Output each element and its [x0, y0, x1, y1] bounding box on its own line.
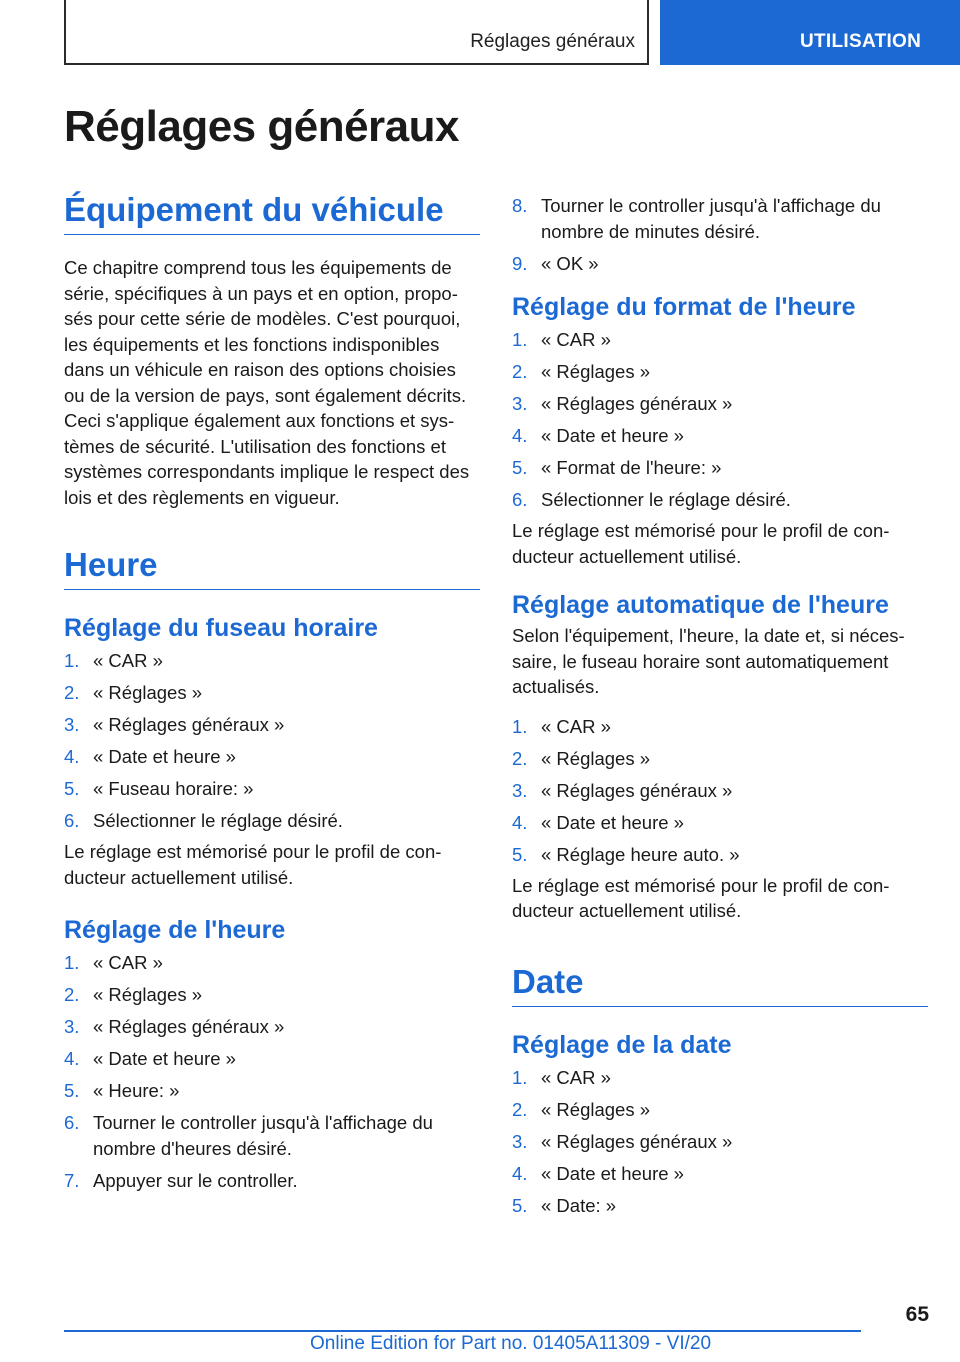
step-item	[512, 842, 928, 868]
step-number: 3.	[512, 779, 528, 801]
step-number: 5.	[64, 1080, 80, 1101]
section-heading-heure: Heure	[64, 545, 480, 590]
step-text: « Réglages »	[541, 361, 651, 382]
step-text: « Date et heure »	[93, 1048, 236, 1069]
step-item	[512, 778, 928, 804]
step-text: « Format de l'heure: »	[541, 457, 722, 478]
step-number: 1.	[512, 1066, 528, 1088]
step-number: 2.	[64, 984, 80, 1005]
step-text: « Réglages »	[93, 984, 203, 1005]
step-item	[512, 1161, 928, 1187]
step-item	[512, 714, 928, 740]
step-item	[512, 423, 928, 449]
subheading-reglage-date: Réglage de la date	[512, 1030, 732, 1059]
header-section-title: Réglages généraux	[470, 31, 635, 52]
steps-reglage-heure	[64, 950, 480, 1193]
step-number: 1.	[64, 650, 80, 671]
step-text: Sélectionner le réglage désiré.	[541, 489, 791, 510]
step-item	[512, 1065, 928, 1091]
step-text: Appuyer sur le controller.	[93, 1169, 298, 1191]
header-section-box	[64, 0, 649, 65]
step-item	[512, 391, 928, 417]
step-text: « CAR »	[541, 1066, 611, 1088]
step-number: 2.	[64, 682, 80, 703]
step-number: 6.	[64, 1112, 80, 1133]
step-text: « Réglages »	[541, 747, 651, 769]
step-text: « Date et heure »	[541, 1162, 684, 1184]
step-item	[512, 251, 928, 277]
step-text: « Fuseau horaire: »	[93, 778, 254, 799]
step-text: « Date et heure »	[93, 746, 236, 767]
step-text: « CAR »	[541, 715, 611, 737]
step-item	[64, 1046, 480, 1072]
subheading-reglage-heure: Réglage de l'heure	[64, 916, 286, 944]
step-text: « OK »	[541, 252, 599, 274]
step-text: « Date: »	[541, 1194, 617, 1216]
step-item	[64, 776, 480, 802]
step-item	[512, 1193, 928, 1219]
step-text: « Date et heure »	[541, 425, 684, 446]
step-item	[512, 746, 928, 772]
step-item	[512, 1129, 928, 1155]
step-item	[512, 487, 928, 513]
step-text: « Réglage heure auto. »	[541, 843, 740, 865]
step-text: « Réglages »	[93, 682, 203, 703]
subheading-format-heure: Réglage du format de l'heure	[512, 293, 856, 321]
step-item	[512, 810, 928, 836]
step-item	[512, 455, 928, 481]
page-title: Réglages généraux	[64, 102, 459, 151]
step-item	[64, 712, 480, 738]
step-number: 5.	[512, 843, 528, 865]
equipement-paragraph: Ce chapitre comprend tous les équipements de série, spécifiques à un pays et en option, propo-sés pour cette série de modèles. C'est pourquoi, les équipements et les fonctions indisponibles dans un véhicule en raison des options choisies ou de la version de pays, sont également décrits. Ceci s'applique également aux fonctions et sys-tèmes de sécurité. L'utilisation des fonctions et systèmes correspondants implique le respect des lois et des règlements en vigueur.	[64, 257, 470, 508]
subheading-fuseau-horaire: Réglage du fuseau horaire	[64, 614, 378, 642]
step-item	[64, 680, 480, 706]
step-text: Tourner le controller jusqu'à l'affichage du nombre d'heures désiré.	[93, 1112, 433, 1159]
step-number: 5.	[512, 1194, 528, 1216]
step-text: Tourner le controller jusqu'à l'affichage du nombre de minutes désiré.	[541, 195, 881, 242]
footer-edition-text: Online Edition for Part no. 01405A11309 - VI/20	[310, 1333, 712, 1354]
step-item	[512, 193, 928, 244]
step-number: 4.	[512, 1162, 528, 1184]
step-number: 1.	[64, 952, 80, 973]
step-item	[64, 1078, 480, 1104]
step-number: 4.	[512, 425, 528, 446]
note-heure-auto: Le réglage est mémorisé pour le profil de con-ducteur actuellement utilisé.	[512, 874, 890, 921]
step-text: Sélectionner le réglage désiré.	[93, 810, 343, 831]
step-number: 2.	[512, 1098, 528, 1120]
step-number: 1.	[512, 329, 528, 350]
step-item	[64, 950, 480, 976]
step-number: 8.	[512, 195, 528, 216]
step-item	[512, 359, 928, 385]
footer-divider	[64, 1330, 861, 1332]
step-text: « Réglages généraux »	[93, 714, 285, 735]
page-number: 65	[905, 1303, 929, 1326]
step-number: 7.	[64, 1169, 80, 1191]
note-fuseau-horaire: Le réglage est mémorisé pour le profil de con-ducteur actuellement utilisé.	[64, 841, 442, 888]
right-column	[512, 193, 928, 1225]
step-text: « Réglages »	[541, 1098, 651, 1120]
step-item	[64, 1168, 480, 1194]
step-item	[64, 982, 480, 1008]
step-number: 9.	[512, 252, 528, 274]
step-number: 4.	[64, 746, 80, 767]
intro-heure-auto: Selon l'équipement, l'heure, la date et, si néces-saire, le fuseau horaire sont automatiquement actualisés.	[512, 625, 905, 697]
section-heading-equipement: Équipement du véhicule	[64, 190, 480, 235]
step-text: « Réglages généraux »	[541, 1130, 733, 1152]
step-number: 2.	[512, 361, 528, 382]
step-item	[64, 744, 480, 770]
step-item	[64, 1014, 480, 1040]
steps-reglage-date	[512, 1065, 928, 1219]
note-format-heure: Le réglage est mémorisé pour le profil de con-ducteur actuellement utilisé.	[512, 520, 890, 567]
step-text: « CAR »	[541, 329, 611, 350]
header-chapter-tab[interactable]	[660, 0, 960, 65]
step-text: « CAR »	[93, 952, 163, 973]
step-text: « CAR »	[93, 650, 163, 671]
step-number: 2.	[512, 747, 528, 769]
steps-reglage-heure-continued	[512, 193, 928, 276]
step-number: 3.	[512, 1130, 528, 1152]
step-number: 6.	[512, 489, 528, 510]
step-number: 1.	[512, 715, 528, 737]
left-column	[64, 190, 480, 1200]
step-text: « Réglages généraux »	[93, 1016, 285, 1037]
section-heading-date: Date	[512, 962, 928, 1007]
step-text: « Heure: »	[93, 1080, 180, 1101]
step-number: 4.	[64, 1048, 80, 1069]
header-chapter-label: UTILISATION	[800, 31, 922, 52]
step-item	[64, 648, 480, 674]
step-number: 6.	[64, 810, 80, 831]
step-text: « Date et heure »	[541, 811, 684, 833]
steps-heure-auto	[512, 714, 928, 868]
step-item	[64, 808, 480, 834]
step-number: 4.	[512, 811, 528, 833]
step-text: « Réglages généraux »	[541, 393, 733, 414]
step-number: 5.	[64, 778, 80, 799]
subheading-heure-auto: Réglage automatique de l'heure	[512, 591, 889, 619]
step-number: 3.	[64, 1016, 80, 1037]
step-item	[512, 1097, 928, 1123]
step-number: 3.	[512, 393, 528, 414]
step-number: 5.	[512, 457, 528, 478]
step-text: « Réglages généraux »	[541, 779, 733, 801]
step-number: 3.	[64, 714, 80, 735]
step-item	[64, 1110, 480, 1161]
step-item	[512, 327, 928, 353]
steps-fuseau-horaire	[64, 648, 480, 834]
steps-format-heure	[512, 327, 928, 513]
